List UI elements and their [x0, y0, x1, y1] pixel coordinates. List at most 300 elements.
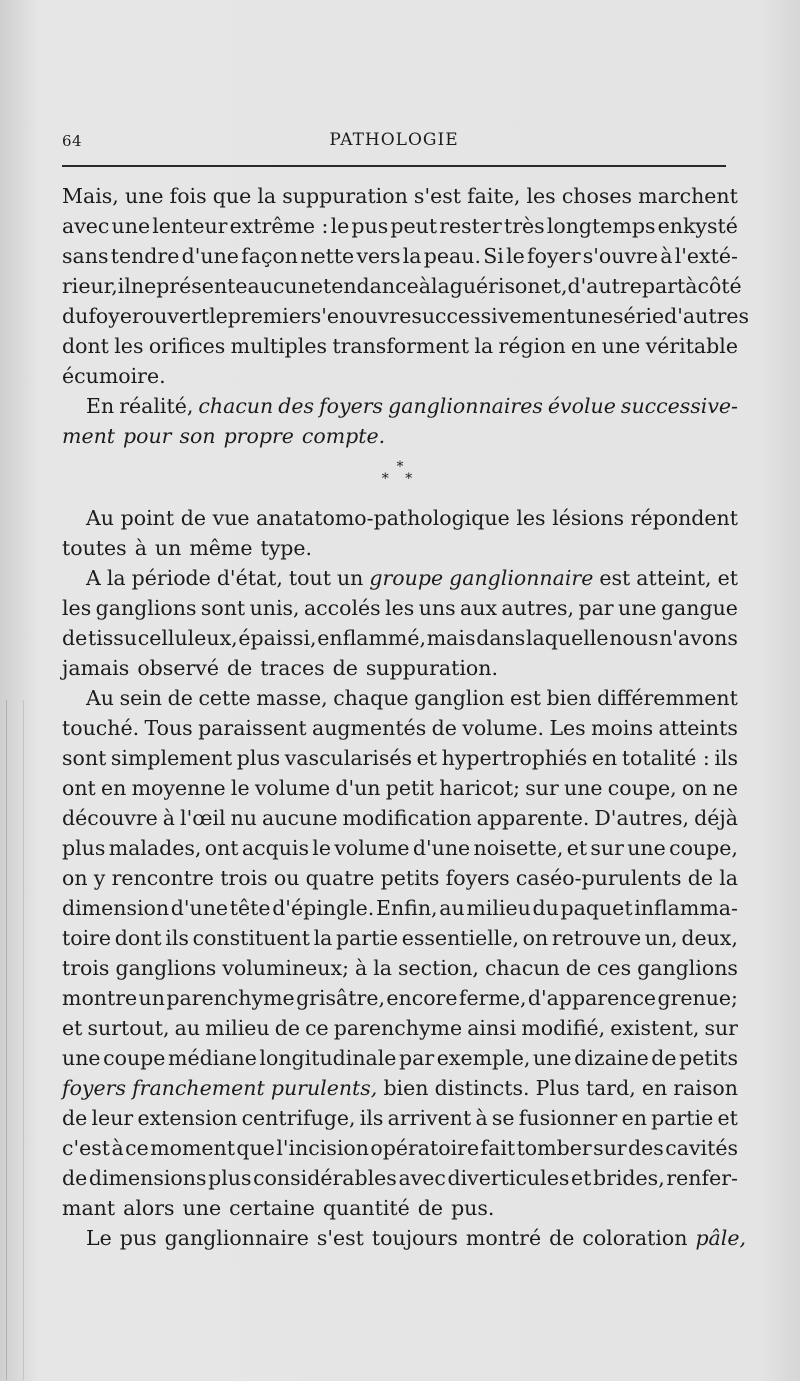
- text-line: [62, 421, 738, 451]
- word: de: [431, 716, 457, 740]
- word: atteints: [658, 716, 738, 740]
- word: d'état,: [216, 566, 283, 590]
- text-line: [62, 181, 738, 211]
- page-edge-shadow: [6, 700, 24, 1380]
- word: moins: [591, 716, 654, 740]
- word: ces: [596, 956, 632, 980]
- word: coupe: [103, 1046, 166, 1070]
- word: fusionner: [518, 1106, 618, 1130]
- word: une: [111, 214, 151, 238]
- word: avec: [398, 1166, 446, 1190]
- word: sein: [119, 686, 163, 710]
- word: répondent: [630, 506, 738, 530]
- italic-word: son: [179, 424, 216, 448]
- word: ont: [204, 836, 239, 860]
- word: augmentés: [312, 716, 427, 740]
- word: l'incision: [276, 1136, 369, 1160]
- word: modifié,: [521, 1016, 606, 1040]
- word: foyer: [527, 244, 581, 268]
- word: trois: [62, 956, 110, 980]
- paragraph: [62, 503, 738, 563]
- separator-stars: * *: [381, 471, 419, 487]
- italic-word: franchement: [132, 1076, 265, 1100]
- word: véritable: [645, 334, 738, 358]
- word: brides,: [592, 1166, 665, 1190]
- word: et: [717, 566, 738, 590]
- word: l'œil: [180, 806, 226, 830]
- word: A: [86, 566, 101, 590]
- word: section,: [397, 956, 479, 980]
- word: vers: [356, 244, 401, 268]
- word: foyers: [445, 866, 510, 890]
- word: ferme,: [458, 986, 527, 1010]
- word: malades,: [108, 836, 202, 860]
- italic-word: purulents,: [270, 1076, 378, 1100]
- word: peut: [390, 214, 438, 238]
- word: en: [591, 746, 618, 770]
- word: l'exté-: [674, 244, 738, 268]
- italic-word: foyers: [62, 1076, 126, 1100]
- word: petits: [679, 1046, 738, 1070]
- page-number: 64: [62, 132, 83, 150]
- word: existent,: [610, 1016, 700, 1040]
- separator-star: *: [396, 459, 404, 475]
- italic-word: des: [278, 394, 315, 418]
- word: une: [574, 304, 614, 328]
- word: totalité :: [621, 746, 710, 770]
- word: longitudinale: [259, 1046, 397, 1070]
- word: de: [332, 656, 358, 680]
- word: la: [257, 184, 277, 208]
- word: à: [418, 274, 431, 298]
- word: tomber: [516, 1136, 592, 1160]
- word: anatatomo-pathologique: [256, 506, 510, 530]
- word: distincts.: [434, 1076, 530, 1100]
- word: moyenne: [131, 776, 226, 800]
- word: volume: [334, 836, 410, 860]
- word: et: [416, 746, 438, 770]
- text-line: [62, 271, 742, 301]
- word: grenue;: [657, 986, 738, 1010]
- section-separator: [62, 451, 738, 503]
- word: moment: [150, 1136, 235, 1160]
- word: D'autres,: [594, 806, 690, 830]
- word: avec: [62, 214, 110, 238]
- word: centrifuge,: [241, 1106, 356, 1130]
- word: milieu: [205, 1016, 270, 1040]
- word: est: [599, 566, 631, 590]
- word: fait: [480, 1136, 516, 1160]
- word: trois: [220, 866, 268, 890]
- word: d'un: [335, 776, 381, 800]
- word: nu: [230, 806, 258, 830]
- word: dont: [114, 926, 162, 950]
- word: n'avons: [659, 626, 738, 650]
- word: toire: [62, 926, 112, 950]
- word: diverticules: [447, 1166, 570, 1190]
- word: montre: [62, 986, 138, 1010]
- word: de: [417, 1196, 444, 1220]
- word: de: [62, 626, 88, 650]
- word: choses: [561, 184, 633, 208]
- word: cavités: [665, 1136, 738, 1160]
- word: par: [578, 596, 614, 620]
- word: à: [475, 1106, 488, 1130]
- word: mant: [62, 1196, 116, 1220]
- word: partie: [336, 926, 399, 950]
- word: le: [506, 244, 525, 268]
- word: présente: [156, 274, 248, 298]
- word: nous: [609, 626, 659, 650]
- word: surtout,: [87, 1016, 170, 1040]
- text-line: [62, 713, 738, 743]
- word: une: [62, 1046, 101, 1070]
- word: essentielle,: [401, 926, 519, 950]
- word: suppuration: [282, 184, 408, 208]
- text-line: [62, 623, 738, 653]
- word: type.: [260, 536, 313, 560]
- word: de: [167, 686, 193, 710]
- word: de: [565, 956, 591, 980]
- word: ils: [359, 1106, 384, 1130]
- text-line: [62, 211, 738, 241]
- text-line: [62, 1013, 738, 1043]
- word: unis,: [249, 596, 300, 620]
- text-line: [62, 1043, 738, 1073]
- word: de: [651, 1046, 677, 1070]
- word: la: [373, 956, 392, 980]
- word: sur: [593, 1136, 627, 1160]
- word: ou: [273, 866, 300, 890]
- word: autres,: [501, 596, 575, 620]
- word: le: [330, 214, 350, 238]
- italic-word: groupe: [369, 566, 444, 590]
- text-line: [62, 983, 738, 1013]
- word: dans: [476, 626, 526, 650]
- word: fois: [169, 184, 207, 208]
- word: masse,: [256, 686, 328, 710]
- word: toujours: [371, 1226, 458, 1250]
- text-line: [62, 301, 750, 331]
- word: un,: [644, 926, 678, 950]
- word: considérables: [253, 1166, 397, 1190]
- word: marchent: [638, 184, 738, 208]
- text-line: [62, 923, 738, 953]
- word: les: [385, 596, 415, 620]
- body-text: [62, 181, 750, 1253]
- word: coloration: [582, 1226, 688, 1250]
- word: paraissent: [198, 716, 307, 740]
- word: s'est: [316, 1226, 364, 1250]
- italic-word: ganglionnaire: [449, 566, 594, 590]
- word: hypertrophiés: [441, 746, 588, 770]
- text-line: [62, 953, 738, 983]
- word: dimension: [62, 896, 170, 920]
- word: réalité,: [119, 394, 194, 418]
- word: de: [226, 656, 253, 680]
- word: la: [106, 566, 126, 590]
- word: leur: [91, 1106, 134, 1130]
- word: vue: [212, 506, 250, 530]
- text-line: [62, 361, 738, 391]
- word: pus.: [451, 1196, 495, 1220]
- word: observé: [137, 656, 219, 680]
- word: En: [86, 394, 115, 418]
- word: en: [571, 334, 597, 358]
- word: s'ouvre: [582, 244, 658, 268]
- word: s'est: [413, 184, 461, 208]
- word: volumineux;: [222, 956, 349, 980]
- word: et: [717, 1106, 738, 1130]
- word: ganglions: [637, 956, 738, 980]
- word: caséo-purulents: [515, 866, 682, 890]
- word: quatre: [305, 866, 375, 890]
- italic-word: propre: [223, 424, 294, 448]
- word: nette: [300, 244, 355, 268]
- word: un: [138, 986, 165, 1010]
- word: c'est: [62, 1136, 111, 1160]
- word: il: [117, 274, 131, 298]
- italic-word: pour: [123, 424, 172, 448]
- word: déjà: [694, 806, 738, 830]
- word: les: [114, 334, 144, 358]
- word: sans: [62, 244, 109, 268]
- word: longtemps: [546, 214, 656, 238]
- word: Au: [86, 686, 115, 710]
- word: une: [601, 334, 641, 358]
- word: du: [532, 896, 559, 920]
- text-line: [62, 893, 738, 923]
- word: d'autre: [567, 274, 642, 298]
- word: ganglionnaire: [164, 1226, 309, 1250]
- word: certaine: [229, 1196, 315, 1220]
- word: plus: [62, 836, 106, 860]
- running-header: [62, 128, 726, 156]
- text-line: [62, 331, 738, 361]
- word: et: [570, 1166, 592, 1190]
- word: bien: [546, 686, 592, 710]
- word: une: [564, 776, 603, 800]
- text-line: [62, 1223, 746, 1253]
- word: d'une: [170, 896, 229, 920]
- word: d'une: [181, 244, 239, 268]
- word: de: [180, 506, 206, 530]
- text-line: [62, 1073, 738, 1103]
- word: tard,: [585, 1076, 636, 1100]
- running-title: PATHOLOGIE: [329, 130, 459, 150]
- text-line: [62, 863, 738, 893]
- word: quantité: [322, 1196, 410, 1220]
- italic-word: successive-: [620, 394, 738, 418]
- word: sur: [704, 1016, 738, 1040]
- word: la: [402, 244, 422, 268]
- word: en: [621, 1106, 647, 1130]
- word: une: [124, 184, 164, 208]
- paragraph: [62, 181, 750, 391]
- word: petit: [385, 776, 435, 800]
- word: série: [613, 304, 665, 328]
- word: bien: [383, 1076, 429, 1100]
- word: ne: [130, 274, 157, 298]
- italic-word: foyers: [319, 394, 384, 418]
- word: touché.: [62, 716, 140, 740]
- word: une: [627, 836, 666, 860]
- text-line: [62, 1103, 738, 1133]
- italic-word: ganglionnaires: [388, 394, 543, 418]
- word: tendre: [110, 244, 180, 268]
- word: tissu: [87, 626, 138, 650]
- text-line: [62, 503, 738, 533]
- word: région: [498, 334, 566, 358]
- italic-word: compte.: [301, 424, 386, 448]
- word: jamais: [62, 656, 130, 680]
- word: Mais,: [62, 184, 119, 208]
- word: milieu: [466, 896, 531, 920]
- word: constituent: [192, 926, 310, 950]
- word: apparente.: [476, 806, 590, 830]
- word: vascularisés: [284, 746, 413, 770]
- word: médiane: [168, 1046, 257, 1070]
- word: d'apparence: [527, 986, 657, 1010]
- word: deux,: [681, 926, 738, 950]
- text-line: [62, 1193, 738, 1223]
- word: à: [660, 244, 673, 268]
- word: ganglions: [115, 956, 217, 980]
- word: de: [62, 1106, 88, 1130]
- paragraph: [62, 563, 738, 683]
- word: guérison: [449, 274, 541, 298]
- word: atteint,: [636, 566, 712, 590]
- word: part: [641, 274, 686, 298]
- word: est: [510, 686, 541, 710]
- word: cette: [198, 686, 251, 710]
- word: se: [491, 1106, 515, 1130]
- word: s'en: [310, 304, 353, 328]
- text-line: [62, 593, 738, 623]
- word: lenteur: [152, 214, 228, 238]
- word: sur: [590, 836, 624, 860]
- word: sur: [525, 776, 559, 800]
- word: orifices: [148, 334, 226, 358]
- text-line: [62, 683, 738, 713]
- word: rencontre: [111, 866, 214, 890]
- word: partie: [651, 1106, 714, 1130]
- word: dizaine: [574, 1046, 649, 1070]
- word: des: [628, 1136, 664, 1160]
- word: noisette,: [473, 836, 564, 860]
- word: aucune: [247, 274, 323, 298]
- word: ouvert: [141, 304, 210, 328]
- word: toutes: [62, 536, 127, 560]
- word: enkysté: [657, 214, 738, 238]
- word: ils: [714, 746, 738, 770]
- word: d'une: [412, 836, 471, 860]
- word: en: [641, 1076, 668, 1100]
- word: montré: [465, 1226, 542, 1250]
- word: et: [62, 1016, 83, 1040]
- word: Enfin,: [375, 896, 438, 920]
- word: la: [719, 866, 738, 890]
- text-line: [62, 773, 738, 803]
- text-line: [62, 833, 738, 863]
- word: d'autres: [664, 304, 750, 328]
- word: rester: [439, 214, 502, 238]
- word: et,: [540, 274, 568, 298]
- text-line: [62, 1163, 738, 1193]
- word: haricot;: [439, 776, 521, 800]
- word: épaissi,: [238, 626, 317, 650]
- word: la: [430, 274, 450, 298]
- word: Si: [483, 244, 504, 268]
- word: raison: [673, 1076, 738, 1100]
- word: ne: [712, 776, 738, 800]
- word: paquet: [560, 896, 633, 920]
- italic-word: évolue: [547, 394, 616, 418]
- word: uns: [418, 596, 456, 620]
- word: ce: [305, 1016, 329, 1040]
- word: très: [503, 214, 545, 238]
- word: à: [354, 956, 368, 980]
- word: encore: [386, 986, 458, 1010]
- text-line: [62, 391, 738, 421]
- word: alors: [123, 1196, 175, 1220]
- text-line: [62, 533, 738, 563]
- word: de: [62, 1166, 88, 1190]
- word: même: [189, 536, 253, 560]
- word: ouvre: [352, 304, 412, 328]
- word: parenchyme: [333, 1016, 463, 1040]
- word: successivement: [411, 304, 575, 328]
- word: peau.: [423, 244, 481, 268]
- word: plus: [208, 1166, 252, 1190]
- word: les: [516, 506, 546, 530]
- word: ont: [62, 776, 96, 800]
- word: Plus: [535, 1076, 580, 1100]
- paragraph: [62, 391, 738, 451]
- word: sont: [62, 746, 107, 770]
- word: simplement: [110, 746, 233, 770]
- text-line: [62, 563, 738, 593]
- word: enflammé,: [317, 626, 427, 650]
- word: accolés: [303, 596, 381, 620]
- word: aucune: [262, 806, 338, 830]
- word: gangue: [660, 596, 738, 620]
- word: on: [62, 866, 88, 890]
- word: au: [174, 1016, 201, 1040]
- word: multiples: [230, 334, 327, 358]
- word: ainsi: [467, 1016, 517, 1040]
- word: les: [62, 596, 92, 620]
- word: différemment: [597, 686, 738, 710]
- word: aux: [460, 596, 498, 620]
- word: modification: [342, 806, 472, 830]
- word: pus: [119, 1226, 157, 1250]
- text-line: [62, 743, 738, 773]
- word: côté: [697, 274, 742, 298]
- paragraph: [62, 1223, 746, 1253]
- word: la: [474, 334, 494, 358]
- word: exemple,: [436, 1046, 531, 1070]
- word: Au: [86, 506, 115, 530]
- word: la: [313, 926, 333, 950]
- word: les: [526, 184, 556, 208]
- word: que: [236, 1136, 275, 1160]
- word: dont: [62, 334, 109, 358]
- word: chacun: [484, 956, 560, 980]
- word: le: [230, 776, 250, 800]
- word: petits: [380, 866, 440, 890]
- word: faite,: [467, 184, 521, 208]
